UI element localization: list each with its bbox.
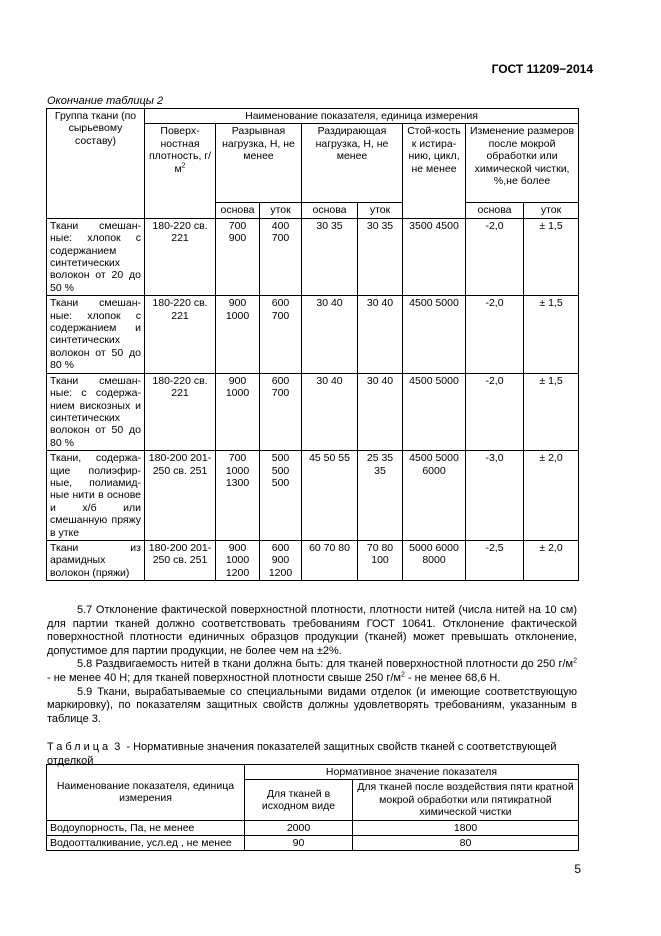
row-change-weft: ± 1,5 [524,218,579,295]
row-change-warp: -2,5 [466,540,524,580]
density-header: Поверх-ностная плотность, $г/м^2$ [145,124,216,218]
table-row [47,836,579,851]
row-density: 180-220 св. 221 [145,373,216,450]
row-abrasion: 4500 5000 [403,296,466,373]
table-row [47,451,579,541]
row-density: 180-220 св. 221 [145,218,216,295]
row-break-warp: 900 1000 [216,373,260,450]
row-group: Ткани смешан-ные: с содержа-нием вискозных и синтетических волокон от 50 до 80 % [47,373,145,450]
abrasion-header: Стой-кость к истира-нию, цикл, не менее [403,124,466,218]
row-group: Ткани смешан-ные: хлопок с содержанием и синтетических волокон от 50 до 80 % [47,296,145,373]
row-break-warp: 900 1000 1200 [216,540,260,580]
row-abrasion: 5000 6000 8000 [403,540,466,580]
t3-row-name: Водоупорность, Па, не менее [47,820,245,835]
paragraph-5-7: 5.7 Отклонение фактической поверхностной плотности, плотности нитей (числа нитей на 10 см) для партии тканей должно соответствовать требованиям ГОСТ 10641. Отклонение фактической поверхностной плотности единичных образцов продукции (тканей) может превышать отклонение, допустимое для партии продукции, не более чем на ±2%. [47,604,577,657]
row-tear-warp: 30 40 [302,373,358,450]
t3-row-after: 80 [353,836,579,851]
standard-number: ГОСТ 11209−2014 [491,62,593,76]
table-caption: Окончание таблицы 2 [47,95,164,107]
row-break-weft: 600 700 [260,296,302,373]
group-header: Группа ткани (по сырьевому составу) [47,109,145,219]
row-change-weft: ± 1,5 [524,373,579,450]
row-break-weft: 400 700 [260,218,302,295]
row-change-weft: ± 2,0 [524,540,579,580]
change-header: Изменение размеров после мокрой обработки или химической чистки, %,не более [466,124,579,203]
table-row [47,373,579,450]
sub-warp: основа [302,203,358,218]
protective-properties-table [46,764,579,851]
table-row [47,296,579,373]
row-tear-warp: 45 50 55 [302,451,358,541]
row-break-warp: 700 900 [216,218,260,295]
row-break-weft: 600 700 [260,373,302,450]
row-tear-weft: 25 35 35 [358,451,403,541]
table-row [47,218,579,295]
row-change-warp: -2,0 [466,296,524,373]
break-header: Разрывная нагрузка, Н, не менее [216,124,302,203]
t3-after-header: Для тканей после воздействия пяти кратной мокрой обработки или пятикратной химической чистки [353,780,579,820]
row-group: Ткани, содержа-щие полиэфир-ные, полиамид-ные нити в основе и х/б или смешанную пряжу в утке [47,451,145,541]
row-density: 180-200 201-250 св. 251 [145,540,216,580]
tear-header: Раздирающая нагрузка, Н, не менее [302,124,403,203]
row-change-weft: ± 1,5 [524,296,579,373]
row-change-warp: -2,0 [466,218,524,295]
t3-norm-header: Нормативное значение показателя [245,765,579,780]
t3-row-initial: 2000 [245,820,353,835]
row-tear-warp: 60 70 80 [302,540,358,580]
row-tear-weft: 30 40 [358,373,403,450]
row-tear-warp: 30 35 [302,218,358,295]
sub-warp: основа [466,203,524,218]
sub-weft: уток [358,203,403,218]
row-abrasion: 4500 5000 [403,373,466,450]
properties-table [46,108,579,581]
sub-weft: уток [524,203,579,218]
row-tear-weft: 70 80 100 [358,540,403,580]
sub-weft: уток [260,203,302,218]
row-abrasion: 4500 5000 6000 [403,451,466,541]
row-group: Ткани из арамидных волокон (пряжи) [47,540,145,580]
table-row [47,540,579,580]
t3-row-after: 1800 [353,820,579,835]
t3-row-initial: 90 [245,836,353,851]
row-density: 180-220 св. 221 [145,296,216,373]
sub-warp: основа [216,203,260,218]
row-tear-weft: 30 35 [358,218,403,295]
row-break-weft: 600 900 1200 [260,540,302,580]
table-row [47,820,579,835]
page-number: 5 [574,862,581,876]
row-change-weft: ± 2,0 [524,451,579,541]
t3-name-header: Наименование показателя, единица измерения [47,765,245,821]
row-density: 180-200 201-250 св. 251 [145,451,216,541]
row-change-warp: -2,0 [466,373,524,450]
paragraph-5-8: 5.8 Раздвигаемость нитей в ткани должна быть: для тканей поверхностной плотности до 250 $г/м^2$ - не менее 40 Н; для тканей поверхностной плотности свыше 250 $г/м^2$ - не менее 68,6 Н. [47,657,577,684]
row-change-warp: -3,0 [466,451,524,541]
row-break-warp: 900 1000 [216,296,260,373]
main-header: Наименование показателя, единица измерения [145,109,579,124]
row-tear-warp: 30 40 [302,296,358,373]
t3-initial-header: Для тканей в исходном виде [245,780,353,820]
row-break-warp: 700 1000 1300 [216,451,260,541]
row-group: Ткани смешан-ные: хлопок с содержанием синтетических волокон от 20 до 50 % [47,218,145,295]
table3-caption: Таблица 3 - Нормативные значения показателей защитных свойств тканей с соответствующей отделкой [47,741,557,767]
body-text [47,604,577,726]
t3-row-name: Водоотталкивание, усл.ед , не менее [47,836,245,851]
row-abrasion: 3500 4500 [403,218,466,295]
row-tear-weft: 30 40 [358,296,403,373]
row-break-weft: 500 500 500 [260,451,302,541]
paragraph-5-9: 5.9 Ткани, вырабатываемые со специальными видами отделок (и имеющие соответствующую маркировку), по показателям защитных свойств должны удовлетворять требованиям, указанным в таблице 3. [47,685,577,725]
